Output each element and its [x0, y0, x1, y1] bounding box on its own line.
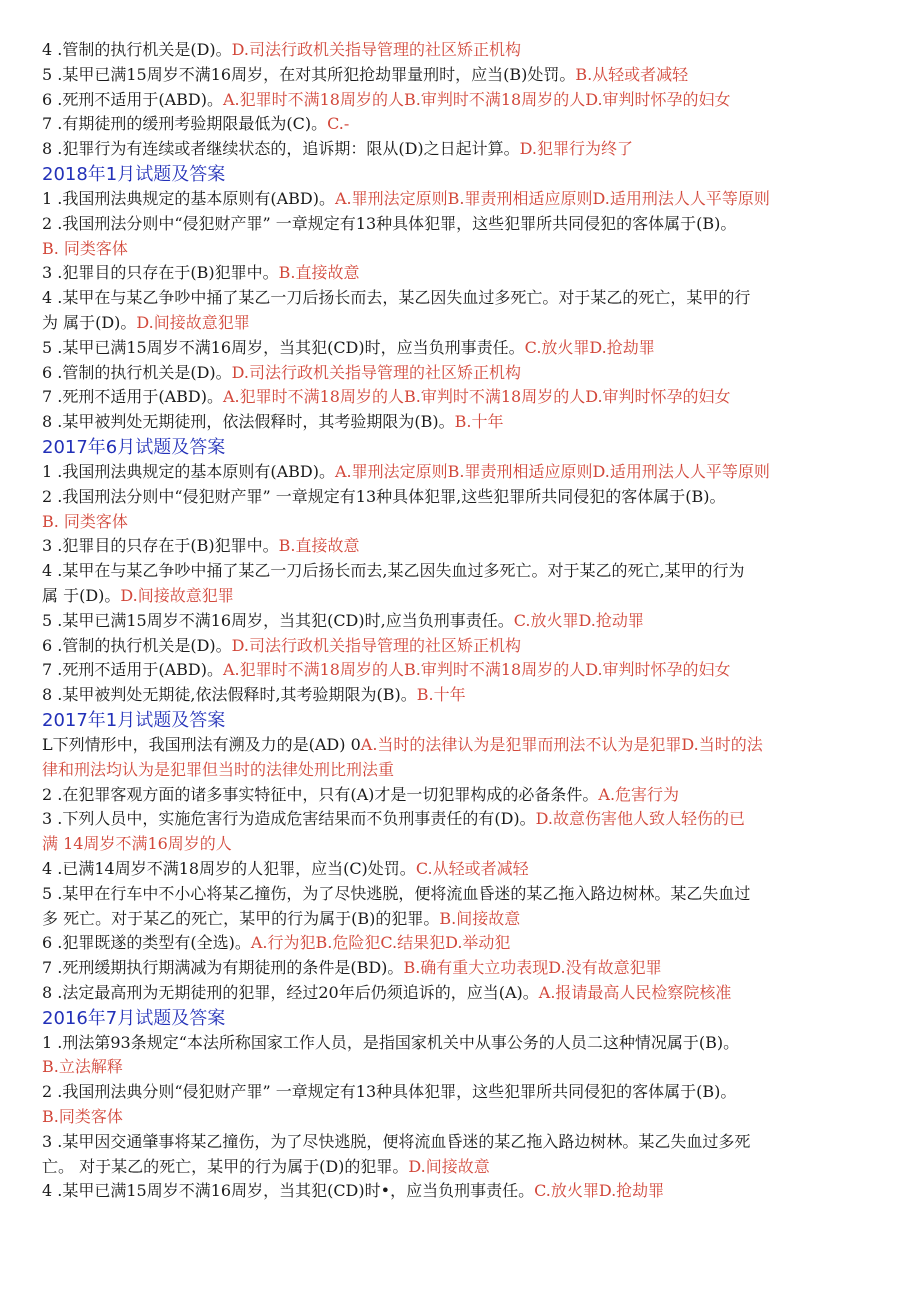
text-line: [0, 609, 920, 634]
answer-text: D.间接故意犯罪: [136, 312, 250, 332]
text-line: [0, 237, 920, 262]
text-line: [0, 1155, 920, 1180]
section-heading: 2018年1月试题及答案: [42, 163, 226, 185]
text-line: [0, 63, 920, 88]
text-line: [0, 634, 920, 659]
text-line: [0, 658, 920, 683]
question-text: 6 .死刑不适用于(ABD)。: [42, 89, 223, 109]
answer-text: A.当时的法律认为是犯罪而刑法不认为是犯罪D.当时的法: [360, 734, 763, 754]
section-heading: 2016年7月试题及答案: [42, 1007, 226, 1029]
exam-section: [0, 1006, 920, 1205]
question-text: 8 .法定最高刑为无期徒刑的犯罪，经过20年后仍须追诉的，应当(A)。: [42, 982, 539, 1002]
question-text: 4 .某甲在与某乙争吵中捅了某乙一刀后扬长而去，某乙因失血过多死亡。对于某乙的死亡，某甲的行: [42, 288, 751, 308]
question-text: 3 .某甲因交通肇事将某乙撞伤，为了尽快逃脱，便将流血昏迷的某乙拖入路边树林。某乙失血过多死: [42, 1131, 751, 1151]
question-text: 6 .管制的执行机关是(D)。: [42, 635, 232, 655]
text-line: [0, 361, 920, 386]
answer-text: B.间接故意: [439, 908, 521, 928]
answer-text: B.同类客体: [42, 1107, 123, 1127]
question-text: 7 .死刑不适用于(ABD)。: [42, 387, 223, 407]
answer-text: C.放火罪D.抢动罪: [513, 610, 644, 630]
answer-text: A.犯罪时不满18周岁的人B.审判时不满18周岁的人D.审判时怀孕的妇女: [222, 387, 731, 407]
text-line: [0, 1179, 920, 1204]
answer-text: B.从轻或者减轻: [575, 64, 689, 84]
text-line: [0, 261, 920, 286]
question-text: 6 .管制的执行机关是(D)。: [42, 362, 232, 382]
question-text: 3 .犯罪目的只存在于(B)犯罪中。: [42, 263, 279, 283]
question-text: 5 .某甲已满15周岁不满16周岁，当其犯(CD)时，应当负刑事责任。: [42, 337, 525, 357]
answer-text: A.犯罪时不满18周岁的人B.审判时不满18周岁的人D.审判时怀孕的妇女: [222, 660, 731, 680]
text-line: [0, 460, 920, 485]
question-text: 多 死亡。对于某乙的死亡，某甲的行为属于(B)的犯罪。: [42, 908, 440, 928]
answer-text: A.危害行为: [598, 784, 680, 804]
exam-sections: [0, 162, 920, 1204]
question-text: 8 .某甲被判处无期徒刑，依法假释时，其考验期限为(B)。: [42, 412, 455, 432]
text-line: [0, 137, 920, 162]
question-text: 4 .已满14周岁不满18周岁的人犯罪，应当(C)处罚。: [42, 858, 416, 878]
question-text: 1 .我国刑法典规定的基本原则有(ABD)。: [42, 461, 335, 481]
intro-block: [0, 38, 920, 162]
text-line: [0, 112, 920, 137]
answer-text: A.报请最高人民检察院核准: [538, 982, 732, 1002]
answer-text: A.行为犯B.危险犯C.结果犯D.举动犯: [250, 933, 511, 953]
question-text: 为 属于(D)。: [42, 312, 137, 332]
answer-text: D.间接故意: [408, 1156, 490, 1176]
text-line: [0, 1105, 920, 1130]
answer-text: D.故意伤害他人致人轻伤的已: [535, 809, 746, 829]
question-text: 1 .我国刑法典规定的基本原则有(ABD)。: [42, 188, 335, 208]
text-line: [0, 485, 920, 510]
question-text: 5 .某甲已满15周岁不满16周岁，当其犯(CD)时,应当负刑事责任。: [42, 610, 514, 630]
exam-section: [0, 435, 920, 708]
text-line: [0, 212, 920, 237]
answer-text: B.十年: [454, 412, 504, 432]
question-text: 2 .我国刑法典分则“侵犯财产罪” 一章规定有13种具体犯罪，这些犯罪所共同侵犯的客体属于(B)。: [42, 1082, 737, 1102]
question-text: 1 .刑法第93条规定“本法所称国家工作人员，是指国家机关中从事公务的人员二这种情况属于(B)。: [42, 1032, 740, 1052]
text-line: [0, 981, 920, 1006]
text-line: [0, 907, 920, 932]
answer-text: C.放火罪D.抢劫罪: [524, 337, 655, 357]
text-line: [0, 882, 920, 907]
question-text: 2 .我国刑法分则中“侵犯财产罪” 一章规定有13种具体犯罪，这些犯罪所共同侵犯的客体属于(B)。: [42, 213, 737, 233]
question-text: 6 .犯罪既遂的类型有(全选)。: [42, 933, 251, 953]
text-line: [0, 733, 920, 758]
text-line: [0, 510, 920, 535]
text-line: [0, 1055, 920, 1080]
text-line: [0, 1080, 920, 1105]
text-line: [0, 559, 920, 584]
question-text: L下列情形中，我国刑法有溯及力的是(AD) 0: [42, 734, 361, 754]
text-line: [0, 807, 920, 832]
answer-text: B.直接故意: [278, 263, 360, 283]
exam-section: [0, 162, 920, 435]
answer-text: 满 14周岁不满16周岁的人: [42, 834, 232, 854]
text-line: [0, 385, 920, 410]
text-line: [0, 410, 920, 435]
question-text: 7 .有期徒刑的缓刑考验期限最低为(C)。: [42, 114, 328, 134]
text-line: [0, 857, 920, 882]
answer-text: D.司法行政机关指导管理的社区矫正机构: [231, 40, 522, 59]
text-line: [0, 336, 920, 361]
question-text: 3 .下列人员中，实施危害行为造成危害结果而不负刑事责任的有(D)。: [42, 809, 536, 829]
answer-text: B.十年: [416, 685, 466, 705]
answer-text: D.间接故意犯罪: [120, 585, 234, 605]
text-line: [0, 931, 920, 956]
text-line: [0, 783, 920, 808]
question-text: 3 .犯罪目的只存在于(B)犯罪中。: [42, 536, 279, 556]
text-line: [0, 956, 920, 981]
question-text: 5 .某甲在行车中不小心将某乙撞伤，为了尽快逃脱，便将流血昏迷的某乙拖入路边树林。某乙失血过: [42, 883, 751, 903]
question-text: 4 .某甲在与某乙争吵中捅了某乙一刀后扬长而去,某乙因失血过多死亡。对于某乙的死亡,某甲的行为: [42, 561, 745, 581]
text-line: [0, 286, 920, 311]
answer-text: A.犯罪时不满18周岁的人B.审判时不满18周岁的人D.审判时怀孕的妇女: [222, 89, 731, 109]
text-line: [0, 758, 920, 783]
text-line: [0, 187, 920, 212]
text-line: [0, 832, 920, 857]
answer-text: B. 同类客体: [42, 511, 128, 531]
text-line: [0, 584, 920, 609]
answer-text: D.司法行政机关指导管理的社区矫正机构: [231, 362, 522, 382]
section-heading: 2017年1月试题及答案: [42, 709, 226, 731]
question-text: 8 .某甲被判处无期徒,依法假释时,其考验期限为(B)。: [42, 685, 417, 705]
question-text: 亡。 对于某乙的死亡，某甲的行为属于(D)的犯罪。: [42, 1156, 409, 1176]
answer-text: C.-: [327, 114, 350, 134]
question-text: 7 .死刑缓期执行期满减为有期徒刑的条件是(BD)。: [42, 958, 404, 978]
answer-text: A.罪刑法定原则B.罪责刑相适应原则D.适用刑法人人平等原则: [334, 188, 770, 208]
answer-text: 律和刑法均认为是犯罪但当时的法律处刑比刑法重: [42, 759, 395, 779]
text-line: [0, 534, 920, 559]
text-line: [0, 38, 920, 63]
question-text: 7 .死刑不适用于(ABD)。: [42, 660, 223, 680]
question-text: 4 .管制的执行机关是(D)。: [42, 40, 232, 59]
question-text: 属 于(D)。: [42, 585, 121, 605]
answer-text: B.直接故意: [278, 536, 360, 556]
text-line: [0, 311, 920, 336]
section-heading: 2017年6月试题及答案: [42, 436, 226, 458]
answer-text: D.司法行政机关指导管理的社区矫正机构: [231, 635, 522, 655]
text-line: [0, 88, 920, 113]
answer-text: B.立法解释: [42, 1057, 123, 1077]
answer-text: B. 同类客体: [42, 238, 128, 258]
question-text: 8 .犯罪行为有连续或者继续状态的，追诉期：限从(D)之日起计算。: [42, 139, 520, 159]
text-line: [0, 683, 920, 708]
answer-text: C.从轻或者减轻: [415, 858, 529, 878]
exam-section: [0, 708, 920, 1006]
text-line: [0, 1031, 920, 1056]
question-text: 4 .某甲已满15周岁不满16周岁，当其犯(CD)时•，应当负刑事责任。: [42, 1181, 535, 1201]
question-text: 2 .我国刑法分则中“侵犯财产罪” 一章规定有13种具体犯罪,这些犯罪所共同侵犯的客体属于(B)。: [42, 486, 726, 506]
text-line: [0, 1130, 920, 1155]
answer-text: B.确有重大立功表现D.没有故意犯罪: [403, 958, 662, 978]
question-text: 2 .在犯罪客观方面的诸多事实特征中，只有(A)才是一切犯罪构成的必备条件。: [42, 784, 599, 804]
answer-text: C.放火罪D.抢劫罪: [534, 1181, 665, 1201]
answer-text: D.犯罪行为终了: [519, 139, 634, 159]
answer-text: A.罪刑法定原则B.罪责刑相适应原则D.适用刑法人人平等原则: [334, 461, 770, 481]
question-text: 5 .某甲已满15周岁不满16周岁，在对其所犯抢劫罪量刑时，应当(B)处罚。: [42, 64, 576, 84]
